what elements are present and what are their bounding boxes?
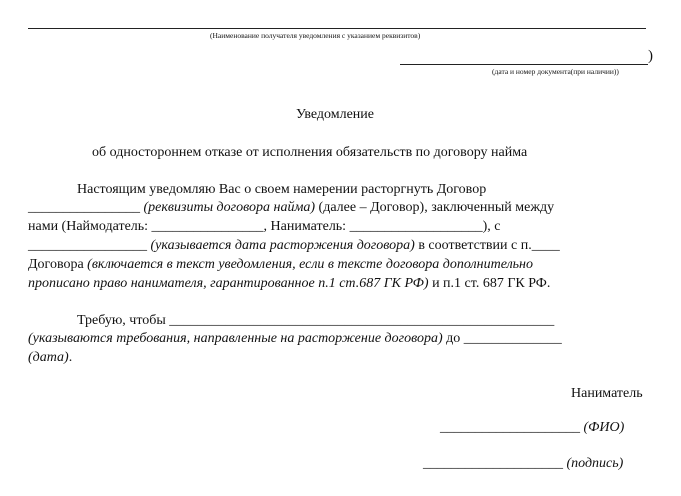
demand-hint-line — [28, 331, 562, 347]
page-title: Уведомление — [296, 107, 375, 122]
deadline-period: . — [68, 350, 73, 365]
date-caption: (дата и номер документа(при наличии)) — [492, 67, 619, 76]
body-line-1: Настоящим уведомляю Вас о своем намерении расторгнуть Договор — [77, 182, 487, 197]
signer-signature-field — [423, 456, 623, 472]
signer-name-label: (ФИО) — [583, 420, 625, 435]
signer-name-field — [440, 420, 624, 436]
recipient-line — [28, 28, 646, 29]
date-closing-paren: ) — [648, 48, 653, 64]
body-line-5-start: Договора — [28, 257, 88, 272]
contract-details-blank: ________________ — [28, 200, 144, 215]
inclusion-hint-part-2: прописано право нанимателя, гарантированное п.1 ст.687 ГК РФ) — [28, 276, 429, 291]
body-line-4 — [28, 238, 560, 254]
demand-deadline-blank: до ______________ — [442, 331, 562, 346]
date-line — [400, 64, 648, 65]
signer-signature-label: (подпись) — [566, 456, 624, 471]
signer-signature-blank: ____________________ — [423, 456, 567, 471]
body-line-5 — [28, 257, 533, 273]
body-line-4-rest: в соответствии с п.____ — [414, 238, 560, 253]
termination-date-blank: _________________ — [28, 238, 151, 253]
signer-name-blank: ____________________ — [440, 420, 584, 435]
recipient-caption: (Наименование получателя уведомления с указанием реквизитов) — [210, 31, 421, 40]
body-line-2 — [28, 200, 554, 216]
demand-hint: (указываются требования, направленные на расторжение договора) — [28, 331, 443, 346]
deadline-line — [28, 350, 72, 366]
page-subtitle: об одностороннем отказе от исполнения обязательств по договору найма — [92, 145, 528, 160]
demand-line: Требую, чтобы _______________________________________________________ — [77, 313, 555, 328]
contract-details-hint: (реквизиты договора найма) — [143, 200, 316, 215]
body-line-3: нами (Наймодатель: ________________, Наниматель: ___________________), с — [28, 219, 501, 234]
signer-role: Наниматель — [571, 386, 643, 401]
inclusion-hint-part-1: (включается в текст уведомления, если в тексте договора дополнительно — [87, 257, 533, 272]
deadline-hint: (дата) — [28, 350, 69, 365]
body-line-6-rest: и п.1 ст. 687 ГК РФ. — [428, 276, 551, 291]
body-line-6 — [28, 276, 550, 292]
body-line-2-rest: (далее – Договор), заключенный между — [315, 200, 555, 215]
termination-date-hint: (указывается дата расторжения договора) — [150, 238, 415, 253]
